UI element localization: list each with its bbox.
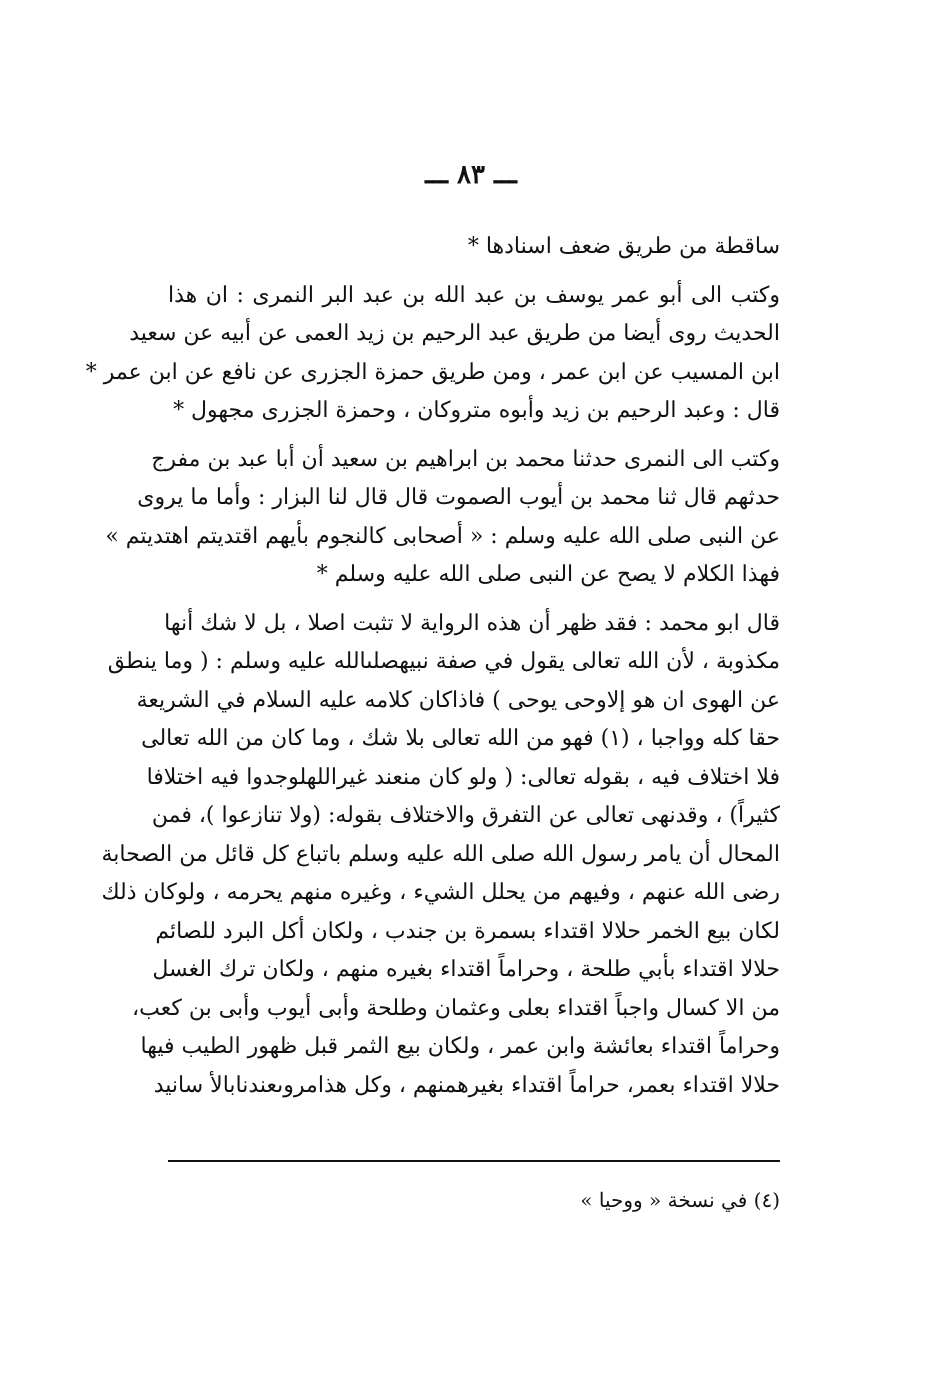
text-line: رضى الله عنهم ، وفيهم من يحلل الشيء ، وغيره منهم يحرمه ، ولوكان ذلك bbox=[101, 880, 780, 905]
text-line: حلالا اقتداء بعمر، حراماً اقتداء بغيرهمنهم ، وكل هذامروىعندنابالأ سانيد bbox=[153, 1072, 780, 1098]
text-line: قال : وعبد الرحيم بن زيد وأبوه متروكان ، وحمزة الجزرى مجهول * bbox=[173, 398, 780, 423]
footnote-divider bbox=[168, 1160, 780, 1162]
text-line: عن النبى صلى الله عليه وسلم : « أصحابى كالنجوم بأيهم اقتديتم اهتديتم » bbox=[105, 523, 780, 549]
text-line: وحراماً اقتداء بعائشة وابن عمر ، ولكان بيع الثمر قبل ظهور الطيب فيها bbox=[140, 1034, 780, 1059]
text-line: من الا كسال واجباً اقتداء بعلى وعثمان وطلحة وأبى أيوب وأبى بن كعب، bbox=[132, 995, 780, 1021]
text-line: ساقطة من طريق ضعف اسنادها * bbox=[467, 234, 780, 259]
footnote: (٤) في نسخة « ووحيا » bbox=[580, 1188, 780, 1212]
text-line: حدثهم قال ثنا محمد بن أيوب الصموت قال قال لنا البزار : وأما ما يروى bbox=[137, 485, 780, 510]
text-line: عن الهوى ان هو إلاوحى يوحى ) فاذاكان كلامه عليه السلام في الشريعة bbox=[136, 687, 780, 713]
text-line: وكتب الى أبو عمر يوسف بن عبد الله بن عبد البر النمرى : ان هذا bbox=[168, 282, 780, 308]
text-line: لكان بيع الخمر حلالا اقتداء بسمرة بن جندب ، ولكان أكل البرد للصائم bbox=[155, 918, 780, 944]
text-line: الحديث روى أيضا من طريق عبد الرحيم بن زيد العمى عن أبيه عن سعيد bbox=[129, 321, 780, 346]
text-line: فلا اختلاف فيه ، بقوله تعالى: ( ولو كان منعند غيراللهلوجدوا فيه اختلافا bbox=[146, 764, 780, 790]
text-line: فهذا الكلام لا يصح عن النبى صلى الله عليه وسلم * bbox=[316, 562, 780, 587]
text-line: حقا كله وواجبا ، (١) فهو من الله تعالى بلا شك ، وما كان من الله تعالى bbox=[141, 726, 780, 751]
text-line: المحال أن يامر رسول الله صلى الله عليه وسلم باتباع كل قائل من الصحابة bbox=[101, 841, 780, 867]
text-line: حلالا اقتداء بأبي طلحة ، وحراماً اقتداء بغيره منهم ، ولكان ترك الغسل bbox=[152, 957, 780, 982]
text-line: ابن المسيب عن ابن عمر ، ومن طريق حمزة الجزرى عن نافع عن ابن عمر * bbox=[85, 359, 780, 385]
text-line: مكذوبة ، لأن الله تعالى يقول في صفة نبيهصلىالله عليه وسلم : ( وما ينطق bbox=[107, 649, 780, 674]
text-line: قال ابو محمد : فقد ظهر أن هذه الرواية لا تثبت اصلا ، بل لا شك أنها bbox=[164, 610, 780, 636]
page-number: ـــ ٨٣ ـــ bbox=[425, 160, 517, 190]
text-line: وكتب الى النمرى حدثنا محمد بن ابراهيم بن سعيد أن أبا عبد بن مفرج bbox=[151, 446, 780, 472]
text-line: كثيراً) ، وقدنهى تعالى عن التفرق والاختلاف بقوله: (ولا تنازعوا )، فمن bbox=[151, 803, 780, 828]
body-text bbox=[85, 228, 780, 1105]
